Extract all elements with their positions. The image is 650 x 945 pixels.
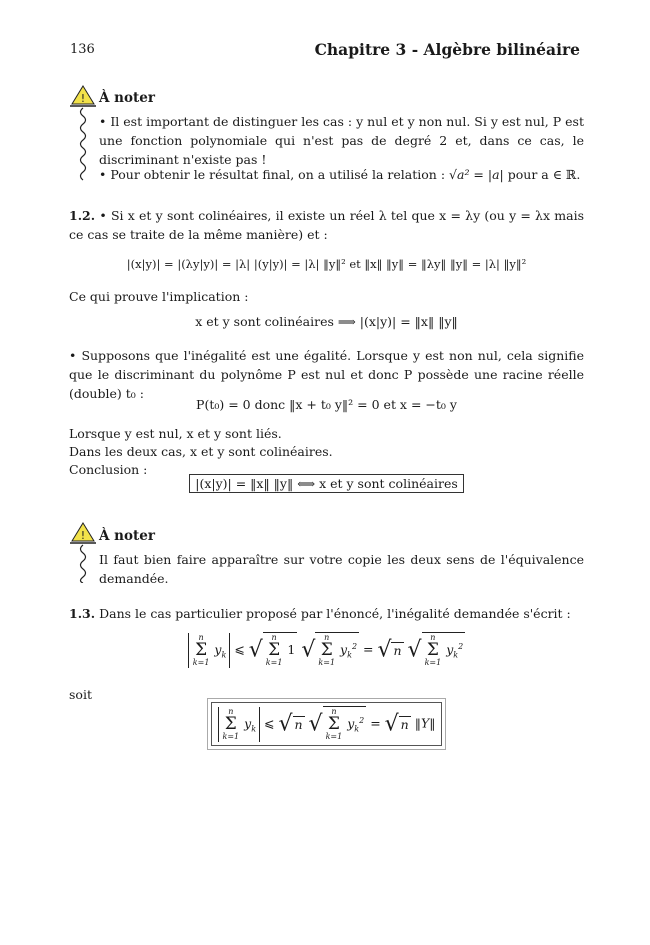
equation-1: |(x|y)| = |(λy|y)| = |λ| |(y|y)| = |λ| ‖y‖² et ‖x‖ ‖y‖ = ‖λy‖ ‖y‖ = |λ| ‖y‖² (126, 257, 527, 271)
note-2-text: Il faut bien faire apparaître sur votre copie les deux sens de l'équivalence demandée. (99, 552, 584, 586)
warning-lamp-icon (68, 84, 98, 191)
svg-text:!: ! (80, 529, 86, 542)
line-a: Lorsque y est nul, x et y sont liés. (69, 426, 282, 441)
soit-label: soit (69, 687, 92, 702)
ce-qui-prouve: Ce qui prouve l'implication : (69, 289, 249, 304)
note-title: À noter (99, 528, 155, 544)
warning-lamp-icon (68, 521, 98, 586)
sqrt-formula: √a² = |a| (449, 167, 504, 182)
note-title: À noter (99, 90, 155, 106)
conclusion-box-wrap (69, 474, 584, 493)
final-inequality-box: n Σ k=1 $y_k$ ⩽ √ n √ n Σ k=1 $y_k^2$ = √ n ‖Y‖ (211, 702, 443, 746)
line-b: Dans les deux cas, x et y sont colinéaires. (69, 444, 333, 459)
equation-3: P(t₀) = 0 donc ‖x + t₀ y‖² = 0 et x = −t₀ y (196, 397, 457, 412)
conclusion-box: |(x|y)| = ‖x‖ ‖y‖ ⟺ x et y sont colinéaires (189, 474, 464, 493)
svg-text:!: ! (80, 92, 86, 105)
section-1-2-intro: 1.2. • Si x et y sont colinéaires, il existe un réel λ tel que x = λy (ou y = λx mais ce cas se traite de la même manière) et : (69, 208, 584, 242)
note-bullet-2: • Pour obtenir le résultat final, on a utilisé la relation : √a² = |a| pour a ∈ ℝ. (99, 167, 581, 182)
suppose-paragraph: • Supposons que l'inégalité est une égalité. Lorsque y est non nul, cela signifie que le discriminant du polynôme P est nul et donc P possède une racine réelle (double) t₀ : (69, 348, 584, 401)
page-number: 136 (70, 42, 95, 57)
line-c: Conclusion : (69, 462, 148, 477)
equation-2: x et y sont colinéaires ⟹ |(x|y)| = ‖x‖ ‖y‖ (195, 314, 458, 329)
section-1-3-intro: 1.3. Dans le cas particulier proposé par l'énoncé, l'inégalité demandée s'écrit : (69, 606, 571, 621)
inequality-formula: n Σ k=1 $y_k$ ⩽ √ n Σ k=1 1 √ n Σ k=1 $y_k^2$ = √ n √ n Σ k=1 $y_k^2$ (69, 632, 584, 682)
chapter-title: Chapitre 3 - Algèbre bilinéaire (314, 40, 580, 59)
final-box-wrap (69, 702, 584, 746)
note-bullet-1: • Il est important de distinguer les cas : y nul et y non nul. Si y est nul, P est une fonction polynomiale qui n'est pas de degré 2 et, dans ce cas, le discriminant n'existe pas ! (99, 114, 584, 167)
